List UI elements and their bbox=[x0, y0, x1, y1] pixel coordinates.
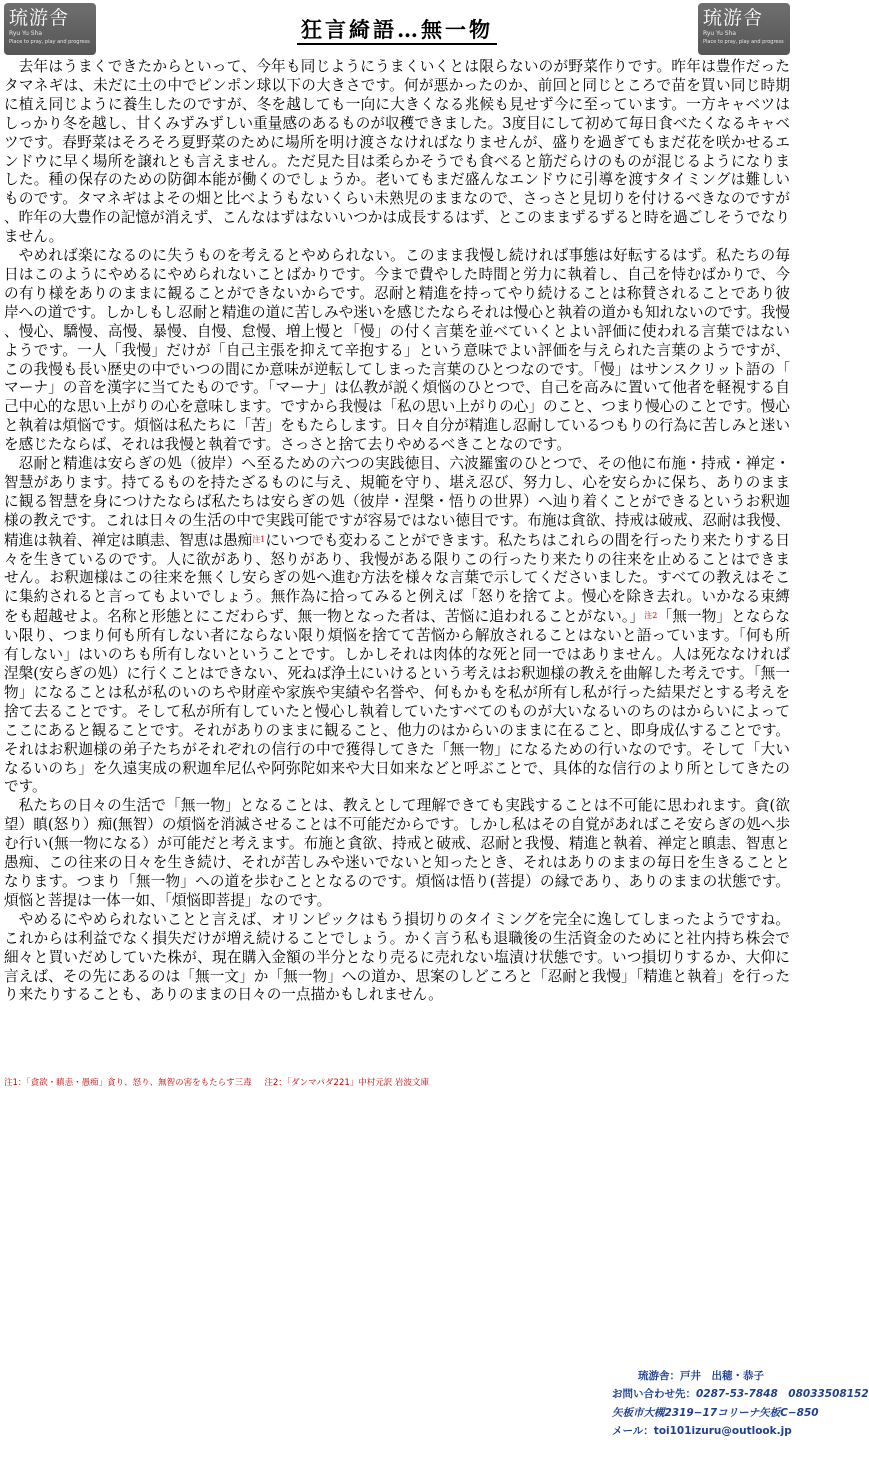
paragraph-text: 忍耐と精進は安らぎの処（彼岸）へ至るための六つの実践徳目、六波羅蜜のひとつで、その他に布施・持戒・禅定・智慧があります。持てるものを持たざるものに与え、規範を守り、堪え忍び、努力し、心を安らかに保ち、ありのままに観る智慧を身につけたならば私たちは安らぎの処（彼岸・涅槃・悟りの世界）へ辿り着くことができるというお釈迦様の教えです。これは日々の生活の中で実践可能ですが容易ではない徳目です。布施は貪欲、持戒は破戒、忍耐は我慢、精進は執着、禅定は瞋恚、智恵は愚痴 bbox=[4, 455, 790, 549]
contact-phone-line bbox=[612, 1385, 869, 1404]
paragraph-text: 去年はうまくできたからといって、今年も同じようにうまくいくとは限らないのが野菜作りです。昨年は豊作だったタマネギは、未だに土の中でピンポン球以下の大きさです。何が悪かったのか、前回と同じところで苗を買い同じ時期に植え同じように養生したのですが、冬を越しても一向に大きくなる兆候も見せず今に至っています。一方キャベツはしっかり冬を越し、甘くみずみずしい重量感のあるものが収穫できました。3度目にして初めて毎日食べたくなるキャベツです。春野菜はそろそろ夏野菜のために場所を明け渡さなければなりませんが、盛りを過ぎてもまだ花を咲かせるエンドウに早く場所を譲れとも言えません。ただ見た目は柔らかそうでも食べると筋だらけのものが混じるようになりました。種の保存のための防御本能が働くのでしょうか。老いてもまだ盛んなエンドウに引導を渡すタイミングは難しいものです。タマネギはよその畑と比べようもないくらい未熟児のままなので、さっさと見切りを付けるべきなのですが、昨年の大豊作の記憶が消えず、こんなはずはないいつかは成長するはず、とこのままずるずると時を過ごしそうでなりません。 bbox=[4, 58, 790, 246]
logo-name: 琉游舎 bbox=[703, 7, 764, 29]
paragraph-text: やめれば楽になるのに失うものを考えるとやめられない。このまま我慢し続ければ事態は好転するはず。私たちの毎日はこのようにやめるにやめられないことばかりです。今まで費やした時間と労力に執着し、自己を恃むばかりで、今の有り様をありのままに観ることができないからです。忍耐と精進を持ってやり続けることは称賛されることであり彼岸への道です。しかしもし忍耐と精進の道に苦しみや迷いを感じたならそれは慢心と執着の道かも知れないのです。我慢、慢心、驕慢、高慢、暴慢、自慢、怠慢、増上慢と「慢」の付く言葉を並べていくとよい評価に使われる言葉ではないようです。一人「我慢」だけが「自己主張を抑えて辛抱する」という意味でよい評価を与えられた言葉のようですが、この我慢も長い歴史の中でいつの間にか意味が逆転してしまった言葉のひとつなのです。「慢」はサンスクリット語の「マーナ」の音を漢字に当てたものです。「マーナ」は仏教が説く煩悩のひとつで、自己を高みに置いて他者を軽視する自己中心的な思い上がりの心を意味します。ですから我慢は「私の思い上がりの心」のこと、つまり慢心のことです。慢心と執着は煩悩です。煩悩は私たちに「苦」をもたらします。日々自分が精進し忍耐しているつもりの行為に苦しみと迷いを感じたならば、それは我慢と執着です。さっさと捨て去りやめるべきことなのです。 bbox=[4, 247, 790, 454]
paragraph-text: 私たちの日々の生活で「無一物」となることは、教えとして理解できても実践することは不可能に思われます。貪(欲望）瞋(怒り）痴(無智）の煩悩を消滅させることは不可能だからです。しかし私はその自覚があればこそ安らぎの処へ歩む行い(無一物になる）が可能だと考えます。布施と貪欲、持戒と破戒、忍耐と我慢、精進と執着、禅定と瞋恚、智恵と愚痴、この往来の日々を生き続け、それが苦しみや迷いでないと知ったとき、それはありのままの毎日を生きることとなります。つまり「無一物」への道を歩むこととなるのです。煩悩は悟り(菩提）の縁であり、ありのままの状態です。煩悩と菩提は一体一如、「煩悩即菩提」なのです。 bbox=[4, 797, 790, 909]
ryuyusha-logo-right bbox=[698, 3, 790, 55]
page-title-text: 狂言綺語…無一物 bbox=[297, 17, 497, 45]
logo-tagline: Place to pray, play and progress bbox=[703, 39, 784, 45]
paragraph-six-paramitas bbox=[4, 455, 790, 797]
paragraph-pride-and-attachment bbox=[4, 247, 790, 455]
paragraph-vegetables bbox=[4, 58, 790, 247]
logo-name: 琉游舎 bbox=[9, 7, 70, 29]
contact-address: 矢板市大槻2319−17コリーナ矢板C−850 bbox=[612, 1406, 819, 1419]
footnote-ref-2: 注2 bbox=[644, 611, 658, 621]
logo-romanized: Ryu Yu Sha bbox=[703, 30, 737, 37]
paragraph-text: やめるにやめられないことと言えば、オリンピックはもう損切りのタイミングを完全に逸してしまったようですね。これからは利益でなく損失だけが増え続けることでしょう。かく言う私も退職後の生活資金のためにと社内持ち株会で細々と買いだめしていた株が、現在購入金額の半分となり売るに売れない塩漬け状態です。いつ損切りするか、大仰に言えば、その先にあるのは「無一文」か「無一物」への道か、思案のしどころと「忍耐と我慢」「精進と執着」を行ったり来たりすることも、ありのままの日々の一点描かもしれません。 bbox=[4, 910, 790, 1004]
contact-inquiry-label: お問い合わせ先： bbox=[612, 1388, 696, 1401]
paragraph-olympics bbox=[4, 911, 790, 1006]
footnotes bbox=[4, 1076, 790, 1090]
logo-tagline: Place to pray, play and progress bbox=[9, 39, 90, 45]
paragraph-text: にいつでも変わることができます。私たちはこれらの間を行ったり来たりする日々を生きているのです。人に欲があり、怒りがあり、我慢がある限りこの行ったり来たりの往来を止めることはできません。お釈迦様はこの往来を無くし安らぎの処へ進む方法を様々な言葉で示してくださいました。すべての教えはそこに集約されると言ってもよいでしょう。無作為に拾ってみると例えば「怒りを捨てよ。慢心を除き去れ。いかなる束縛をも超越せよ。名称と形態とにこだわらず、無一物となった者は、苦悩に追われることがない。」 bbox=[4, 531, 790, 626]
paragraph-daily-practice bbox=[4, 797, 790, 910]
footnote-2: 注2：「ダンマパダ221」中村元訳 岩波文庫 bbox=[264, 1078, 429, 1088]
contact-email[interactable]: toi101izuru@outlook.jp bbox=[653, 1425, 792, 1438]
contact-email-label: メール： bbox=[612, 1425, 654, 1438]
contact-author: 琉游舎：戸井 出穂・恭子 bbox=[638, 1369, 764, 1382]
contact-block bbox=[612, 1359, 869, 1471]
paragraph-text: 「無一物」とならない限り、つまり何も所有しない者にならない限り煩悩を捨てて苦悩から解放されることはないと語っています。「何も所有しない」はいのちも所有しないということです。しかしそれは肉体的な死と同一ではありません。人は死ななければ涅槃(安らぎの処）に行くことはできない、死ねば浄土にいけるという考えはお釈迦様の教えを曲解した考えです。「無一物」になることは私が私のいのちや財産や家族や実績や名誉や、何もかもを私が所有し私が行った結果だとする考えを捨て去ることです。そして私が所有していたと慢心し執着していたすべてのものが大いなるいのちのはからいによってここにあると観ることです。それがありのままに観ること、他力のはからいのままに在ること、即身成仏することです。それはお釈迦様の弟子たちがそれぞれの信行の中で獲得してきた「無一物」になるための行いなのです。そして「大いなるいのち」を久遠実成の釈迦牟尼仏や阿弥陀如来や大日如来などと呼ぶことで、具体的な信行のより所としてきたのです。 bbox=[4, 608, 790, 796]
contact-email-line bbox=[612, 1422, 790, 1441]
contact-phone: 0287-53-7848 08033508152 bbox=[696, 1388, 869, 1401]
page-title bbox=[0, 14, 794, 44]
logo-romanized: Ryu Yu Sha bbox=[9, 30, 43, 37]
footnote-1: 注1：「貪欲・瞋恚・愚痴」貪り、怒り、無智の害をもたらす三毒 bbox=[4, 1078, 252, 1088]
footnote-ref-1: 注1 bbox=[252, 534, 266, 544]
